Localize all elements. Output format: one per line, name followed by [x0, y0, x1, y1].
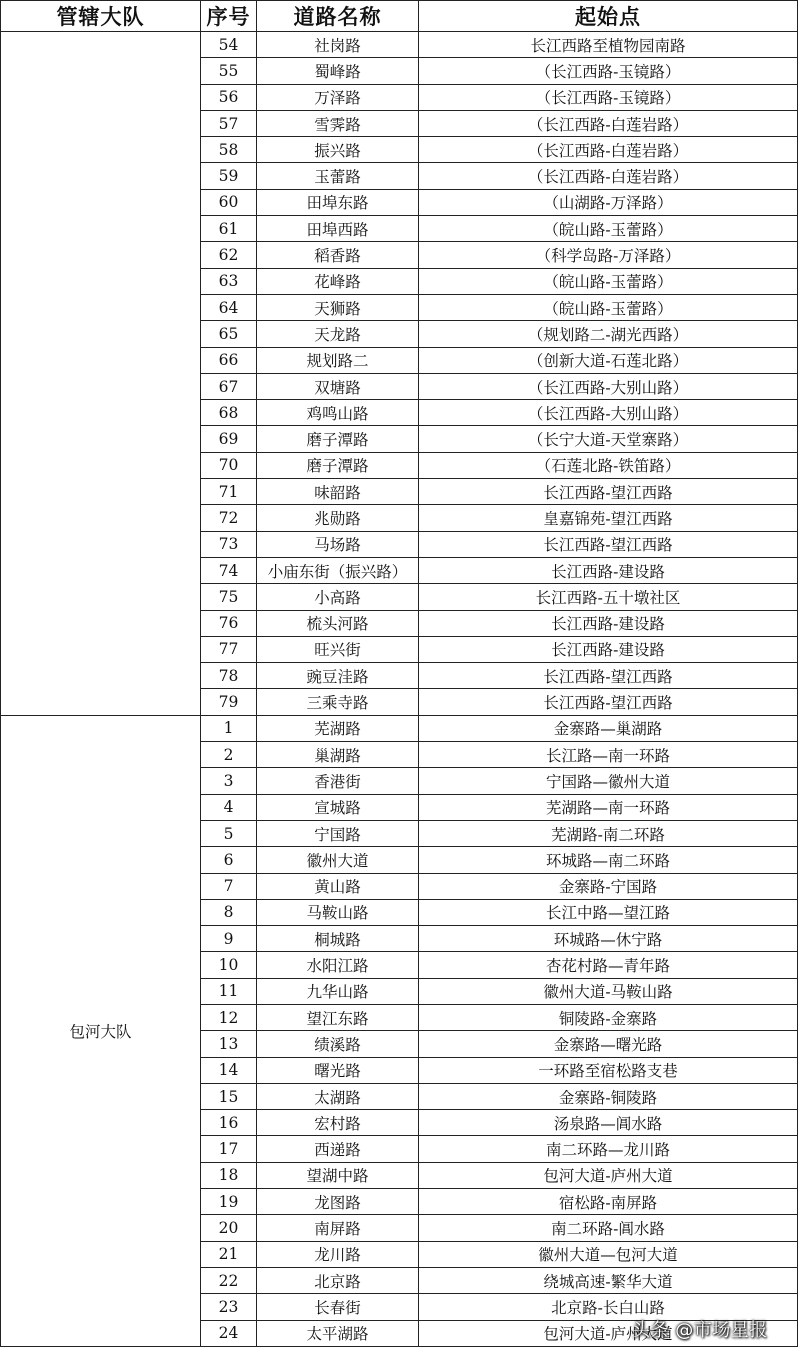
header-start-end: 起始点: [419, 1, 798, 32]
start-end-cell: 北京路-长白山路: [419, 1294, 798, 1320]
road-name-cell: 宣城路: [257, 794, 419, 820]
road-name-cell: 太湖路: [257, 1083, 419, 1109]
serial-number-cell: 9: [201, 926, 257, 952]
serial-number-cell: 2: [201, 742, 257, 768]
serial-number-cell: 65: [201, 321, 257, 347]
serial-number-cell: 6: [201, 847, 257, 873]
start-end-cell: 宁国路—徽州大道: [419, 768, 798, 794]
serial-number-cell: 68: [201, 400, 257, 426]
start-end-cell: （皖山路-玉蕾路）: [419, 268, 798, 294]
start-end-cell: 长江西路-望江西路: [419, 531, 798, 557]
road-name-cell: 小庙东街（振兴路）: [257, 557, 419, 583]
road-name-cell: 西递路: [257, 1136, 419, 1162]
road-name-cell: 黄山路: [257, 873, 419, 899]
start-end-cell: 包河大道-庐州大道: [419, 1162, 798, 1188]
team-cell: [1, 32, 201, 716]
road-name-cell: 鸡鸣山路: [257, 400, 419, 426]
road-name-cell: 磨子潭路: [257, 426, 419, 452]
serial-number-cell: 70: [201, 452, 257, 478]
serial-number-cell: 15: [201, 1083, 257, 1109]
road-name-cell: 花峰路: [257, 268, 419, 294]
road-name-cell: 北京路: [257, 1267, 419, 1293]
serial-number-cell: 23: [201, 1294, 257, 1320]
start-end-cell: （长江西路-白莲岩路）: [419, 110, 798, 136]
start-end-cell: 徽州大道—包河大道: [419, 1241, 798, 1267]
road-name-cell: 水阳江路: [257, 952, 419, 978]
road-name-cell: 小高路: [257, 584, 419, 610]
road-name-cell: 南屏路: [257, 1215, 419, 1241]
start-end-cell: 芜湖路—南一环路: [419, 794, 798, 820]
start-end-cell: （长宁大道-天堂寨路）: [419, 426, 798, 452]
table-row: [1, 32, 798, 58]
road-name-cell: 磨子潭路: [257, 452, 419, 478]
header-team: 管辖大队: [1, 1, 201, 32]
serial-number-cell: 7: [201, 873, 257, 899]
serial-number-cell: 78: [201, 663, 257, 689]
serial-number-cell: 72: [201, 505, 257, 531]
header-road-name: 道路名称: [257, 1, 419, 32]
road-name-cell: 雪霁路: [257, 110, 419, 136]
serial-number-cell: 79: [201, 689, 257, 715]
serial-number-cell: 76: [201, 610, 257, 636]
serial-number-cell: 11: [201, 978, 257, 1004]
serial-number-cell: 20: [201, 1215, 257, 1241]
serial-number-cell: 60: [201, 189, 257, 215]
serial-number-cell: 10: [201, 952, 257, 978]
start-end-cell: 金寨路—巢湖路: [419, 715, 798, 741]
serial-number-cell: 67: [201, 373, 257, 399]
start-end-cell: 金寨路—曙光路: [419, 1031, 798, 1057]
start-end-cell: 长江西路-五十墩社区: [419, 584, 798, 610]
start-end-cell: 宿松路-南屏路: [419, 1189, 798, 1215]
serial-number-cell: 62: [201, 242, 257, 268]
road-name-cell: 豌豆洼路: [257, 663, 419, 689]
start-end-cell: 长江西路-建设路: [419, 557, 798, 583]
serial-number-cell: 61: [201, 216, 257, 242]
start-end-cell: 汤泉路—阊水路: [419, 1110, 798, 1136]
serial-number-cell: 19: [201, 1189, 257, 1215]
road-name-cell: 味韶路: [257, 479, 419, 505]
start-end-cell: 长江中路—望江路: [419, 899, 798, 925]
road-name-cell: 双塘路: [257, 373, 419, 399]
start-end-cell: （规划路二-湖光西路）: [419, 321, 798, 347]
road-name-cell: 龙图路: [257, 1189, 419, 1215]
road-name-cell: 田埠西路: [257, 216, 419, 242]
start-end-cell: 长江路—南一环路: [419, 742, 798, 768]
road-name-cell: 望江东路: [257, 1004, 419, 1030]
serial-number-cell: 24: [201, 1320, 257, 1346]
start-end-cell: 金寨路-宁国路: [419, 873, 798, 899]
road-name-cell: 绩溪路: [257, 1031, 419, 1057]
serial-number-cell: 54: [201, 32, 257, 58]
start-end-cell: 一环路至宿松路支巷: [419, 1057, 798, 1083]
start-end-cell: （皖山路-玉蕾路）: [419, 216, 798, 242]
start-end-cell: （长江西路-玉镜路）: [419, 84, 798, 110]
serial-number-cell: 55: [201, 58, 257, 84]
start-end-cell: 长江西路-望江西路: [419, 689, 798, 715]
start-end-cell: 皇嘉锦苑-望江西路: [419, 505, 798, 531]
start-end-cell: 徽州大道-马鞍山路: [419, 978, 798, 1004]
road-name-cell: 田埠东路: [257, 189, 419, 215]
road-name-cell: 曙光路: [257, 1057, 419, 1083]
road-name-cell: 太平湖路: [257, 1320, 419, 1346]
serial-number-cell: 16: [201, 1110, 257, 1136]
serial-number-cell: 71: [201, 479, 257, 505]
start-end-cell: 长江西路-建设路: [419, 636, 798, 662]
source-watermark: 头条 @市场星报: [632, 1320, 768, 1341]
road-name-cell: 马场路: [257, 531, 419, 557]
road-name-cell: 长春街: [257, 1294, 419, 1320]
road-name-cell: 巢湖路: [257, 742, 419, 768]
start-end-cell: （长江西路-白莲岩路）: [419, 137, 798, 163]
start-end-cell: 环城路—南二环路: [419, 847, 798, 873]
serial-number-cell: 4: [201, 794, 257, 820]
serial-number-cell: 12: [201, 1004, 257, 1030]
serial-number-cell: 69: [201, 426, 257, 452]
serial-number-cell: 57: [201, 110, 257, 136]
serial-number-cell: 66: [201, 347, 257, 373]
road-name-cell: 玉蕾路: [257, 163, 419, 189]
serial-number-cell: 74: [201, 557, 257, 583]
start-end-cell: （创新大道-石莲北路）: [419, 347, 798, 373]
road-name-cell: 三乘寺路: [257, 689, 419, 715]
road-name-cell: 天狮路: [257, 294, 419, 320]
header-no: 序号: [201, 1, 257, 32]
road-name-cell: 规划路二: [257, 347, 419, 373]
start-end-cell: 长江西路-望江西路: [419, 479, 798, 505]
serial-number-cell: 3: [201, 768, 257, 794]
table-body: [1, 32, 798, 1347]
start-end-cell: （皖山路-玉蕾路）: [419, 294, 798, 320]
header-row: [1, 1, 798, 32]
start-end-cell: （长江西路-玉镜路）: [419, 58, 798, 84]
serial-number-cell: 17: [201, 1136, 257, 1162]
start-end-cell: （石莲北路-铁笛路）: [419, 452, 798, 478]
start-end-cell: （长江西路-大别山路）: [419, 373, 798, 399]
serial-number-cell: 64: [201, 294, 257, 320]
start-end-cell: 南二环路—龙川路: [419, 1136, 798, 1162]
road-name-cell: 九华山路: [257, 978, 419, 1004]
start-end-cell: 绕城高速-繁华大道: [419, 1267, 798, 1293]
serial-number-cell: 8: [201, 899, 257, 925]
road-name-cell: 蜀峰路: [257, 58, 419, 84]
road-name-cell: 芜湖路: [257, 715, 419, 741]
serial-number-cell: 22: [201, 1267, 257, 1293]
start-end-cell: 包河大道-庐州大道: [419, 1320, 798, 1346]
serial-number-cell: 63: [201, 268, 257, 294]
start-end-cell: 金寨路-铜陵路: [419, 1083, 798, 1109]
start-end-cell: （长江西路-白莲岩路）: [419, 163, 798, 189]
team-cell: 包河大队: [1, 715, 201, 1346]
start-end-cell: 铜陵路-金寨路: [419, 1004, 798, 1030]
start-end-cell: （科学岛路-万泽路）: [419, 242, 798, 268]
serial-number-cell: 13: [201, 1031, 257, 1057]
serial-number-cell: 1: [201, 715, 257, 741]
start-end-cell: 长江西路-望江西路: [419, 663, 798, 689]
serial-number-cell: 75: [201, 584, 257, 610]
serial-number-cell: 14: [201, 1057, 257, 1083]
serial-number-cell: 77: [201, 636, 257, 662]
start-end-cell: 长江西路-建设路: [419, 610, 798, 636]
table-row: [1, 715, 798, 741]
road-name-cell: 望湖中路: [257, 1162, 419, 1188]
serial-number-cell: 21: [201, 1241, 257, 1267]
start-end-cell: 南二环路-阊水路: [419, 1215, 798, 1241]
start-end-cell: 芜湖路-南二环路: [419, 820, 798, 846]
road-name-cell: 天龙路: [257, 321, 419, 347]
road-name-cell: 兆勋路: [257, 505, 419, 531]
road-name-cell: 稻香路: [257, 242, 419, 268]
road-name-cell: 旺兴街: [257, 636, 419, 662]
road-name-cell: 宁国路: [257, 820, 419, 846]
serial-number-cell: 58: [201, 137, 257, 163]
road-name-cell: 宏村路: [257, 1110, 419, 1136]
road-name-cell: 徽州大道: [257, 847, 419, 873]
road-name-cell: 万泽路: [257, 84, 419, 110]
road-name-cell: 社岗路: [257, 32, 419, 58]
road-name-cell: 振兴路: [257, 137, 419, 163]
start-end-cell: 杏花村路—青年路: [419, 952, 798, 978]
road-name-cell: 梳头河路: [257, 610, 419, 636]
serial-number-cell: 56: [201, 84, 257, 110]
serial-number-cell: 18: [201, 1162, 257, 1188]
road-name-cell: 桐城路: [257, 926, 419, 952]
serial-number-cell: 59: [201, 163, 257, 189]
start-end-cell: （长江西路-大别山路）: [419, 400, 798, 426]
serial-number-cell: 5: [201, 820, 257, 846]
start-end-cell: 长江西路至植物园南路: [419, 32, 798, 58]
road-name-cell: 马鞍山路: [257, 899, 419, 925]
start-end-cell: （山湖路-万泽路）: [419, 189, 798, 215]
road-name-cell: 香港街: [257, 768, 419, 794]
road-name-cell: 龙川路: [257, 1241, 419, 1267]
serial-number-cell: 73: [201, 531, 257, 557]
start-end-cell: 环城路—休宁路: [419, 926, 798, 952]
